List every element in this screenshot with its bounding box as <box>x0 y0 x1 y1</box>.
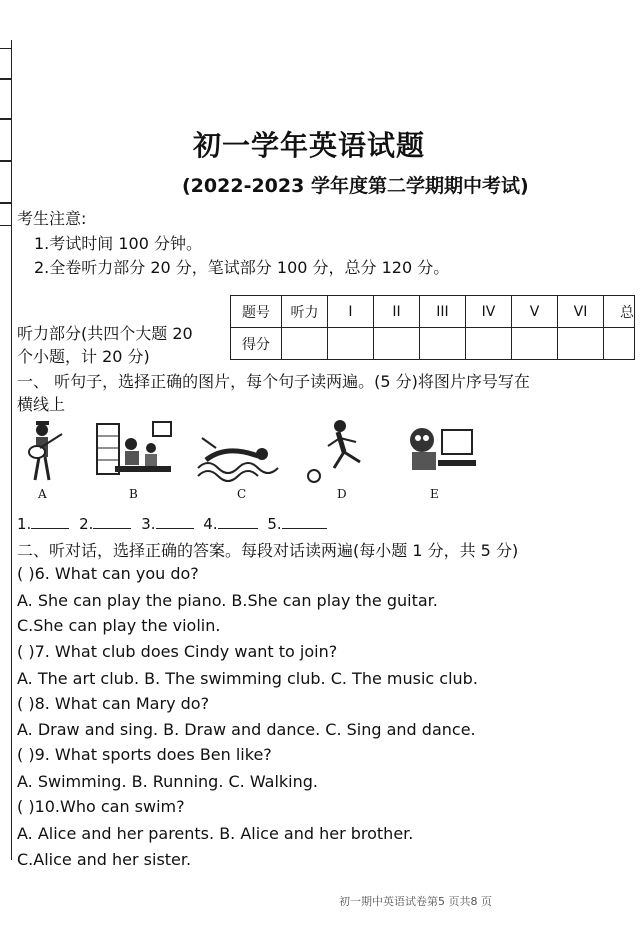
listening-header: 听力部分(共四个大题 20 <box>17 324 193 343</box>
section2-title: 二、听对话，选择正确的答案。每段对话读两遍(每小题 1 分，共 5 分) <box>17 541 519 560</box>
section1-title: 横线上 <box>17 395 66 414</box>
score-header-cell: III <box>420 296 466 328</box>
listening-header: 个小题，计 20 分) <box>17 347 150 366</box>
page-footer: 初一期中英语试卷第5 页共8 页 <box>339 895 492 908</box>
option-line: C.Alice and her sister. <box>17 850 192 869</box>
score-cell[interactable] <box>466 328 512 360</box>
answer-blank[interactable] <box>31 514 69 529</box>
picture-label: A <box>38 487 47 501</box>
page-title: 初一学年英语试题 <box>193 129 426 162</box>
score-header-cell: VI <box>558 296 604 328</box>
margin-box <box>0 160 12 204</box>
score-header-cell: I <box>328 296 374 328</box>
score-cell[interactable] <box>604 328 635 360</box>
score-header-cell: II <box>374 296 420 328</box>
question-line: ( )9. What sports does Ben like? <box>17 745 272 764</box>
score-cell[interactable] <box>282 328 328 360</box>
question-line: ( )7. What club does Cindy want to join? <box>17 642 338 661</box>
score-header-cell: IV <box>466 296 512 328</box>
notice-item: 1.考试时间 100 分钟。 <box>34 234 202 253</box>
option-line: A. Draw and sing. B. Draw and dance. C. Sing and dance. <box>17 720 476 739</box>
picture-label: D <box>337 487 347 501</box>
margin-box <box>0 48 12 80</box>
margin-box <box>0 78 12 120</box>
option-line: A. The art club. B. The swimming club. C. The music club. <box>17 669 478 688</box>
score-header-cell: 听力 <box>282 296 328 328</box>
score-cell[interactable] <box>328 328 374 360</box>
question-line: ( )6. What can you do? <box>17 564 199 583</box>
option-line: A. She can play the piano. B.She can play the guitar. <box>17 591 438 610</box>
picture-e-computer <box>392 418 482 484</box>
question-line: ( )10.Who can swim? <box>17 797 185 816</box>
picture-c-swimming <box>196 418 286 484</box>
picture-label: C <box>237 487 247 501</box>
answer-blank[interactable] <box>218 514 258 529</box>
score-cell[interactable] <box>374 328 420 360</box>
option-line: A. Swimming. B. Running. C. Walking. <box>17 772 318 791</box>
score-cell[interactable] <box>558 328 604 360</box>
notice-item: 2.全卷听力部分 20 分，笔试部分 100 分，总分 120 分。 <box>34 258 450 277</box>
margin-box <box>0 202 12 226</box>
notice-heading: 考生注意: <box>17 209 87 228</box>
answer-blank[interactable] <box>282 514 327 529</box>
question-line: ( )8. What can Mary do? <box>17 694 210 713</box>
picture-b-reading <box>95 418 175 484</box>
score-header-cell: 题号 <box>231 296 282 328</box>
answer-blank[interactable] <box>156 514 194 529</box>
answer-blanks: 1. 2. 3. 4. 5. <box>17 514 327 533</box>
picture-a-guitar-player <box>20 418 70 484</box>
page-subtitle: (2022-2023 学年度第二学期期中考试) <box>182 175 529 197</box>
score-row-label: 得分 <box>231 328 282 360</box>
answer-blank[interactable] <box>93 514 131 529</box>
score-table <box>230 295 635 360</box>
score-header-cell: V <box>512 296 558 328</box>
picture-d-running <box>304 418 374 484</box>
option-line: C.She can play the violin. <box>17 616 221 635</box>
option-line: A. Alice and her parents. B. Alice and her brother. <box>17 824 414 843</box>
score-cell[interactable] <box>512 328 558 360</box>
score-header-cell: 总 <box>604 296 635 328</box>
section1-title: 一、 听句子，选择正确的图片，每个句子读两遍。(5 分)将图片序号写在 <box>17 372 530 391</box>
score-cell[interactable] <box>420 328 466 360</box>
picture-label: B <box>129 487 138 501</box>
picture-label: E <box>430 487 439 501</box>
margin-box <box>0 118 12 162</box>
